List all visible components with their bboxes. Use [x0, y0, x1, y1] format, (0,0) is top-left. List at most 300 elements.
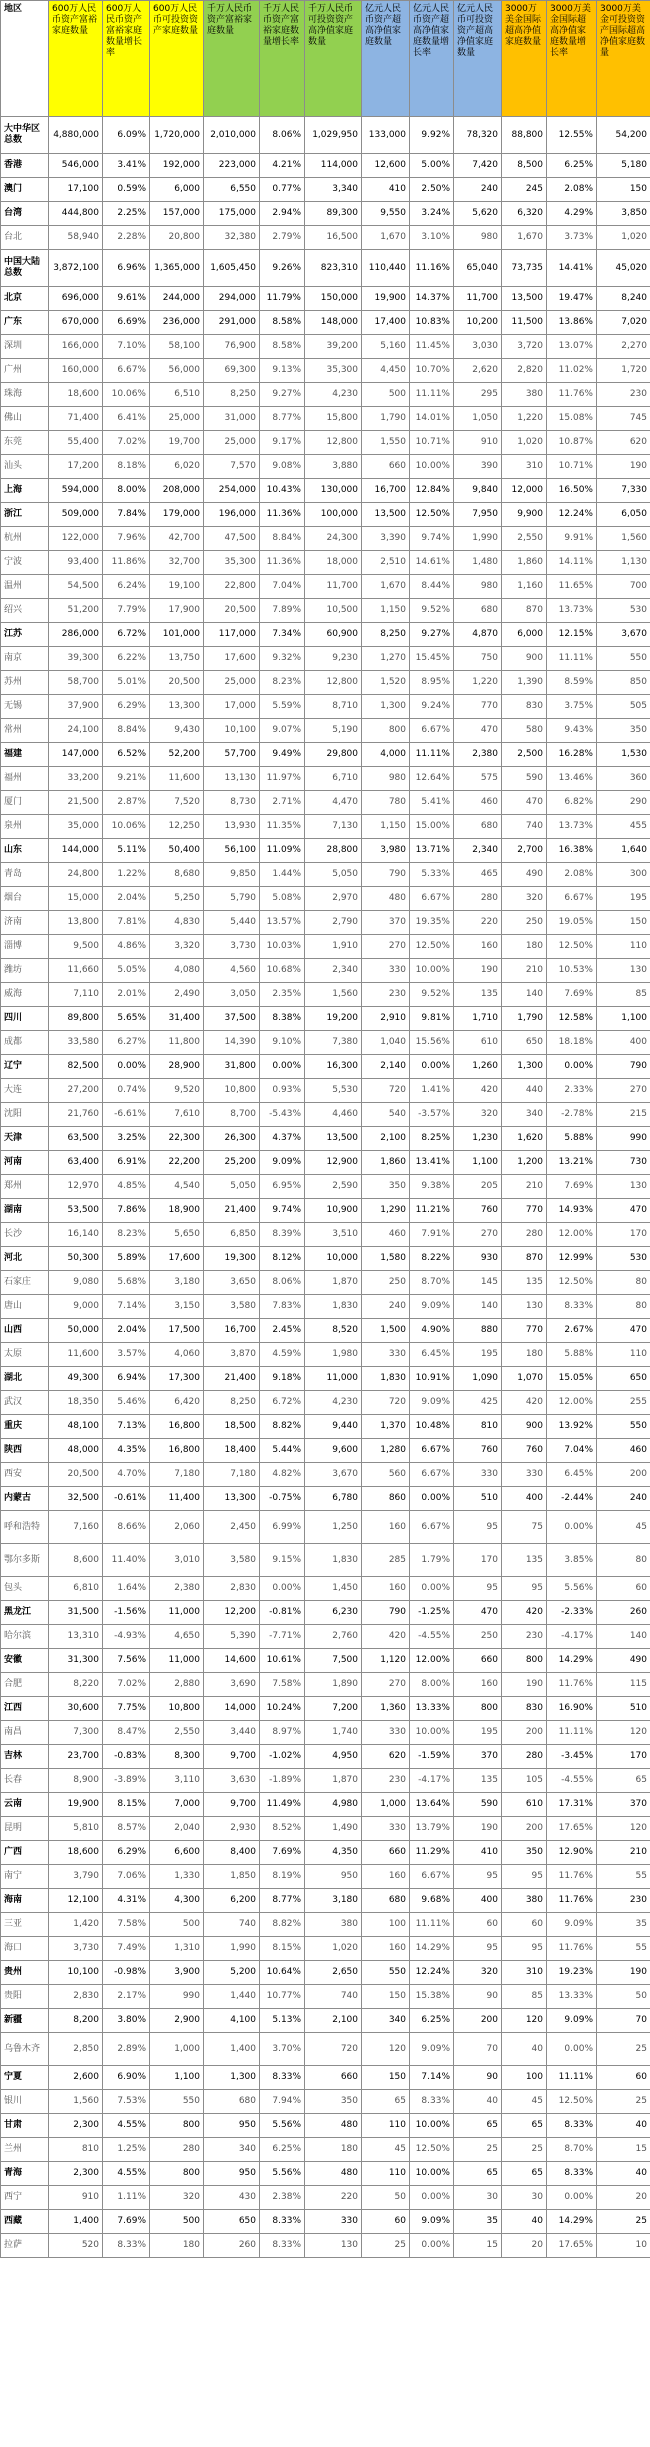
- region-name-cell: 重庆: [1, 1415, 49, 1439]
- value-cell: 3,440: [204, 1721, 260, 1745]
- value-cell: 800: [502, 1649, 547, 1673]
- value-cell: 7.14%: [410, 2066, 454, 2090]
- value-cell: 7,180: [204, 1463, 260, 1487]
- value-cell: 5.44%: [260, 1439, 305, 1463]
- value-cell: 230: [362, 1769, 410, 1793]
- value-cell: 5,050: [305, 863, 362, 887]
- value-cell: 122,000: [49, 527, 103, 551]
- value-cell: 157,000: [150, 202, 204, 226]
- value-cell: 7,500: [305, 1649, 362, 1673]
- value-cell: 2,490: [150, 983, 204, 1007]
- value-cell: 22,800: [204, 575, 260, 599]
- table-row: [1, 226, 650, 250]
- value-cell: 9.09%: [547, 2009, 597, 2033]
- value-cell: 2.17%: [103, 1985, 150, 2009]
- region-name-cell: 汕头: [1, 455, 49, 479]
- value-cell: 8,900: [49, 1769, 103, 1793]
- value-cell: 10.24%: [260, 1697, 305, 1721]
- table-row: [1, 1247, 650, 1271]
- value-cell: 12.50%: [410, 503, 454, 527]
- value-cell: 8.33%: [260, 2066, 305, 2090]
- value-cell: 8,300: [150, 1745, 204, 1769]
- region-name-cell: 海口: [1, 1937, 49, 1961]
- value-cell: 11.76%: [547, 1937, 597, 1961]
- value-cell: 520: [49, 2234, 103, 2258]
- value-cell: 9,850: [204, 863, 260, 887]
- value-cell: 4.21%: [260, 154, 305, 178]
- value-cell: 6.09%: [103, 117, 150, 154]
- value-cell: 2,010,000: [204, 117, 260, 154]
- value-cell: 7.34%: [260, 623, 305, 647]
- value-cell: 7.04%: [547, 1439, 597, 1463]
- value-cell: 410: [362, 178, 410, 202]
- value-cell: 12.50%: [547, 935, 597, 959]
- value-cell: 1,980: [305, 1343, 362, 1367]
- value-cell: 2,510: [362, 551, 410, 575]
- value-cell: 4,540: [150, 1175, 204, 1199]
- table-row: [1, 647, 650, 671]
- region-name-cell: 深圳: [1, 335, 49, 359]
- table-row: [1, 1601, 650, 1625]
- region-name-cell: 珠海: [1, 383, 49, 407]
- value-cell: 3,180: [305, 1889, 362, 1913]
- value-cell: 660: [362, 455, 410, 479]
- value-cell: 1,250: [305, 1511, 362, 1544]
- value-cell: 9.26%: [260, 250, 305, 287]
- value-cell: 620: [362, 1745, 410, 1769]
- value-cell: 680: [454, 815, 502, 839]
- value-cell: 3,980: [362, 839, 410, 863]
- region-name-cell: 四川: [1, 1007, 49, 1031]
- header-region: 地区: [1, 1, 49, 117]
- value-cell: 18.18%: [547, 1031, 597, 1055]
- value-cell: 1,050: [454, 407, 502, 431]
- value-cell: 0.00%: [547, 1055, 597, 1079]
- value-cell: 3,390: [362, 527, 410, 551]
- header-col-11: 3000万美金国际超高净值家庭数量增长率: [547, 1, 597, 117]
- value-cell: 8.44%: [410, 575, 454, 599]
- value-cell: 10.00%: [410, 2162, 454, 2186]
- value-cell: 20,800: [150, 226, 204, 250]
- value-cell: 195: [454, 1343, 502, 1367]
- value-cell: 295: [454, 383, 502, 407]
- value-cell: 6,020: [150, 455, 204, 479]
- value-cell: 15: [454, 2234, 502, 2258]
- table-row: [1, 455, 650, 479]
- value-cell: 65: [597, 1769, 650, 1793]
- value-cell: 120: [362, 2033, 410, 2066]
- value-cell: 12,250: [150, 815, 204, 839]
- value-cell: 115: [597, 1673, 650, 1697]
- table-row: [1, 887, 650, 911]
- value-cell: 13.07%: [547, 335, 597, 359]
- table-row: [1, 2033, 650, 2066]
- value-cell: 135: [454, 983, 502, 1007]
- value-cell: 110,440: [362, 250, 410, 287]
- value-cell: 4.31%: [103, 1889, 150, 1913]
- value-cell: 6.45%: [547, 1463, 597, 1487]
- table-row: [1, 959, 650, 983]
- value-cell: 11.36%: [260, 551, 305, 575]
- value-cell: 1,130: [597, 551, 650, 575]
- region-name-cell: 西藏: [1, 2210, 49, 2234]
- value-cell: 320: [502, 887, 547, 911]
- value-cell: 25: [597, 2090, 650, 2114]
- value-cell: 180: [502, 935, 547, 959]
- region-name-cell: 江苏: [1, 623, 49, 647]
- value-cell: 4,870: [454, 623, 502, 647]
- value-cell: 1,160: [502, 575, 547, 599]
- value-cell: 8.06%: [260, 1271, 305, 1295]
- value-cell: 8.18%: [103, 455, 150, 479]
- value-cell: 2,300: [49, 2114, 103, 2138]
- value-cell: 195: [454, 1721, 502, 1745]
- value-cell: -1.56%: [103, 1601, 150, 1625]
- value-cell: 63,500: [49, 1127, 103, 1151]
- region-name-cell: 广西: [1, 1841, 49, 1865]
- value-cell: -0.81%: [260, 1601, 305, 1625]
- value-cell: -4.17%: [547, 1625, 597, 1649]
- value-cell: 175,000: [204, 202, 260, 226]
- value-cell: 17.65%: [547, 1817, 597, 1841]
- value-cell: 147,000: [49, 743, 103, 767]
- value-cell: 2,650: [305, 1961, 362, 1985]
- value-cell: 4,060: [150, 1343, 204, 1367]
- value-cell: 480: [305, 2114, 362, 2138]
- table-row: [1, 1865, 650, 1889]
- table-row: [1, 1079, 650, 1103]
- value-cell: 45: [597, 1511, 650, 1544]
- table-row: [1, 1913, 650, 1937]
- value-cell: 110: [362, 2162, 410, 2186]
- value-cell: 2.79%: [260, 226, 305, 250]
- value-cell: 12.64%: [410, 767, 454, 791]
- value-cell: 250: [362, 1271, 410, 1295]
- value-cell: 1,670: [362, 575, 410, 599]
- table-row: [1, 1103, 650, 1127]
- value-cell: 6.67%: [410, 1865, 454, 1889]
- region-name-cell: 山东: [1, 839, 49, 863]
- value-cell: 20: [502, 2234, 547, 2258]
- value-cell: 2.04%: [103, 1319, 150, 1343]
- table-row: [1, 1649, 650, 1673]
- value-cell: 1,520: [362, 671, 410, 695]
- value-cell: 220: [454, 911, 502, 935]
- value-cell: 3.41%: [103, 154, 150, 178]
- value-cell: 4,950: [305, 1745, 362, 1769]
- value-cell: 2.33%: [547, 1079, 597, 1103]
- header-col-5: 千万人民币资产富裕家庭数量增长率: [260, 1, 305, 117]
- value-cell: 8.52%: [260, 1817, 305, 1841]
- value-cell: 270: [362, 935, 410, 959]
- region-name-cell: 云南: [1, 1793, 49, 1817]
- value-cell: 6.72%: [103, 623, 150, 647]
- value-cell: 8.82%: [260, 1913, 305, 1937]
- table-row: [1, 671, 650, 695]
- value-cell: 6.94%: [103, 1367, 150, 1391]
- region-name-cell: 济南: [1, 911, 49, 935]
- table-row: [1, 863, 650, 887]
- region-name-cell: 中国大陆总数: [1, 250, 49, 287]
- value-cell: 30: [454, 2186, 502, 2210]
- value-cell: 470: [597, 1319, 650, 1343]
- table-row: [1, 202, 650, 226]
- value-cell: 1,890: [305, 1673, 362, 1697]
- value-cell: 7,570: [204, 455, 260, 479]
- value-cell: 900: [502, 1415, 547, 1439]
- value-cell: 291,000: [204, 311, 260, 335]
- value-cell: 17,200: [49, 455, 103, 479]
- value-cell: -0.98%: [103, 1961, 150, 1985]
- table-row: [1, 1961, 650, 1985]
- value-cell: 12.58%: [547, 1007, 597, 1031]
- value-cell: 1,220: [502, 407, 547, 431]
- value-cell: 530: [597, 599, 650, 623]
- region-name-cell: 青岛: [1, 863, 49, 887]
- value-cell: 530: [597, 1247, 650, 1271]
- value-cell: 6.67%: [103, 359, 150, 383]
- value-cell: 1,029,950: [305, 117, 362, 154]
- value-cell: 150: [362, 2066, 410, 2090]
- value-cell: 270: [362, 1673, 410, 1697]
- value-cell: 24,100: [49, 719, 103, 743]
- value-cell: 65: [502, 2162, 547, 2186]
- value-cell: 95: [502, 1865, 547, 1889]
- value-cell: 10.71%: [547, 455, 597, 479]
- value-cell: 3,580: [204, 1295, 260, 1319]
- value-cell: 2.38%: [260, 2186, 305, 2210]
- value-cell: 10.64%: [260, 1961, 305, 1985]
- table-row: [1, 983, 650, 1007]
- value-cell: 16,700: [204, 1319, 260, 1343]
- table-row: [1, 1007, 650, 1031]
- value-cell: 230: [362, 983, 410, 1007]
- region-name-cell: 绍兴: [1, 599, 49, 623]
- value-cell: 11,600: [49, 1343, 103, 1367]
- value-cell: 930: [454, 1247, 502, 1271]
- value-cell: 4,880,000: [49, 117, 103, 154]
- value-cell: 5,440: [204, 911, 260, 935]
- value-cell: 390: [454, 455, 502, 479]
- value-cell: 4,300: [150, 1889, 204, 1913]
- table-row: [1, 815, 650, 839]
- value-cell: 800: [150, 2162, 204, 2186]
- value-cell: 4.86%: [103, 935, 150, 959]
- value-cell: 3,790: [49, 1865, 103, 1889]
- value-cell: 12,970: [49, 1175, 103, 1199]
- value-cell: 3,650: [204, 1271, 260, 1295]
- value-cell: 60: [502, 1913, 547, 1937]
- value-cell: 1,290: [362, 1199, 410, 1223]
- value-cell: 180: [502, 1343, 547, 1367]
- value-cell: 17.31%: [547, 1793, 597, 1817]
- value-cell: 11.11%: [547, 2066, 597, 2090]
- value-cell: 180: [150, 2234, 204, 2258]
- value-cell: 85: [502, 1985, 547, 2009]
- value-cell: 190: [502, 1673, 547, 1697]
- value-cell: 8.47%: [103, 1721, 150, 1745]
- value-cell: 9,600: [305, 1439, 362, 1463]
- value-cell: 90: [454, 1985, 502, 2009]
- table-row: [1, 1415, 650, 1439]
- value-cell: 117,000: [204, 623, 260, 647]
- value-cell: 3,320: [150, 935, 204, 959]
- region-name-cell: 河北: [1, 1247, 49, 1271]
- value-cell: 15,000: [49, 887, 103, 911]
- value-cell: 1,790: [502, 1007, 547, 1031]
- value-cell: 10.00%: [410, 455, 454, 479]
- value-cell: 5.68%: [103, 1271, 150, 1295]
- value-cell: 5.56%: [260, 2114, 305, 2138]
- value-cell: 190: [454, 959, 502, 983]
- value-cell: 8.33%: [547, 1295, 597, 1319]
- value-cell: 25: [454, 2138, 502, 2162]
- value-cell: 13,500: [362, 503, 410, 527]
- value-cell: 4,460: [305, 1103, 362, 1127]
- value-cell: 5.05%: [103, 959, 150, 983]
- value-cell: 2.94%: [260, 202, 305, 226]
- value-cell: 1,230: [454, 1127, 502, 1151]
- value-cell: 200: [454, 2009, 502, 2033]
- value-cell: 250: [502, 911, 547, 935]
- value-cell: 3,730: [204, 935, 260, 959]
- value-cell: 210: [597, 1841, 650, 1865]
- value-cell: 3,670: [305, 1463, 362, 1487]
- value-cell: 9.52%: [410, 599, 454, 623]
- table-row: [1, 1223, 650, 1247]
- region-name-cell: 湖北: [1, 1367, 49, 1391]
- value-cell: 2,830: [204, 1577, 260, 1601]
- value-cell: 2.67%: [547, 1319, 597, 1343]
- value-cell: 6.67%: [410, 887, 454, 911]
- value-cell: 3,510: [305, 1223, 362, 1247]
- value-cell: 9.10%: [260, 1031, 305, 1055]
- value-cell: 720: [362, 1079, 410, 1103]
- value-cell: 12.55%: [547, 117, 597, 154]
- region-name-cell: 浙江: [1, 503, 49, 527]
- value-cell: 8.77%: [260, 1889, 305, 1913]
- value-cell: 650: [597, 1367, 650, 1391]
- region-name-cell: 长春: [1, 1769, 49, 1793]
- value-cell: 3,730: [49, 1937, 103, 1961]
- value-cell: 8,730: [204, 791, 260, 815]
- value-cell: 63,400: [49, 1151, 103, 1175]
- value-cell: 980: [362, 767, 410, 791]
- value-cell: 8.84%: [103, 719, 150, 743]
- value-cell: 95: [502, 1937, 547, 1961]
- value-cell: 17,000: [204, 695, 260, 719]
- value-cell: 9.09%: [410, 1391, 454, 1415]
- value-cell: 400: [597, 1031, 650, 1055]
- value-cell: 790: [362, 1601, 410, 1625]
- value-cell: 1,040: [362, 1031, 410, 1055]
- value-cell: 13.57%: [260, 911, 305, 935]
- value-cell: 150: [362, 1985, 410, 2009]
- value-cell: 4.29%: [547, 202, 597, 226]
- value-cell: 2,910: [362, 1007, 410, 1031]
- region-name-cell: 湖南: [1, 1199, 49, 1223]
- value-cell: 670,000: [49, 311, 103, 335]
- value-cell: 4,560: [204, 959, 260, 983]
- value-cell: 8.58%: [260, 311, 305, 335]
- value-cell: 7,160: [49, 1511, 103, 1544]
- value-cell: 11.76%: [547, 383, 597, 407]
- value-cell: 1,640: [597, 839, 650, 863]
- value-cell: 2,880: [150, 1673, 204, 1697]
- value-cell: 1,480: [454, 551, 502, 575]
- value-cell: 6.69%: [103, 311, 150, 335]
- table-row: [1, 311, 650, 335]
- value-cell: 180: [305, 2138, 362, 2162]
- value-cell: 10,500: [305, 599, 362, 623]
- value-cell: 30,600: [49, 1697, 103, 1721]
- value-cell: 6,000: [150, 178, 204, 202]
- value-cell: 35,000: [49, 815, 103, 839]
- value-cell: 1,100: [454, 1151, 502, 1175]
- value-cell: 1,580: [362, 1247, 410, 1271]
- value-cell: 1,365,000: [150, 250, 204, 287]
- value-cell: 48,000: [49, 1439, 103, 1463]
- value-cell: 4.85%: [103, 1175, 150, 1199]
- value-cell: 460: [454, 791, 502, 815]
- value-cell: 13,750: [150, 647, 204, 671]
- value-cell: 380: [502, 1889, 547, 1913]
- value-cell: 7.49%: [103, 1937, 150, 1961]
- value-cell: 13.73%: [547, 599, 597, 623]
- value-cell: 610: [454, 1031, 502, 1055]
- value-cell: 3,030: [454, 335, 502, 359]
- value-cell: 8.70%: [410, 1271, 454, 1295]
- value-cell: 6,780: [305, 1487, 362, 1511]
- value-cell: 110: [362, 2114, 410, 2138]
- value-cell: 10.68%: [260, 959, 305, 983]
- value-cell: 245: [502, 178, 547, 202]
- value-cell: 0.77%: [260, 178, 305, 202]
- value-cell: 760: [454, 1439, 502, 1463]
- value-cell: 10.77%: [260, 1985, 305, 2009]
- value-cell: 720: [305, 2033, 362, 2066]
- region-name-cell: 吉林: [1, 1745, 49, 1769]
- value-cell: 7,200: [305, 1697, 362, 1721]
- value-cell: 9,430: [150, 719, 204, 743]
- value-cell: 8.19%: [260, 1865, 305, 1889]
- value-cell: 260: [204, 2234, 260, 2258]
- value-cell: 990: [150, 1985, 204, 2009]
- value-cell: -6.61%: [103, 1103, 150, 1127]
- value-cell: 8.59%: [547, 671, 597, 695]
- value-cell: 1,860: [362, 1151, 410, 1175]
- value-cell: 60: [597, 1577, 650, 1601]
- value-cell: 870: [502, 599, 547, 623]
- value-cell: 0.00%: [260, 1055, 305, 1079]
- value-cell: 730: [597, 1151, 650, 1175]
- value-cell: 11,000: [150, 1601, 204, 1625]
- value-cell: 4.55%: [103, 2114, 150, 2138]
- value-cell: 0.74%: [103, 1079, 150, 1103]
- value-cell: 8.33%: [260, 2210, 305, 2234]
- value-cell: 7,180: [150, 1463, 204, 1487]
- value-cell: 546,000: [49, 154, 103, 178]
- value-cell: 35,300: [305, 359, 362, 383]
- value-cell: 6.67%: [410, 1511, 454, 1544]
- value-cell: 0.00%: [410, 1487, 454, 1511]
- value-cell: 11.79%: [260, 287, 305, 311]
- value-cell: 8,680: [150, 863, 204, 887]
- value-cell: 50,000: [49, 1319, 103, 1343]
- value-cell: 9.91%: [547, 527, 597, 551]
- value-cell: 6,550: [204, 178, 260, 202]
- value-cell: 1,400: [49, 2210, 103, 2234]
